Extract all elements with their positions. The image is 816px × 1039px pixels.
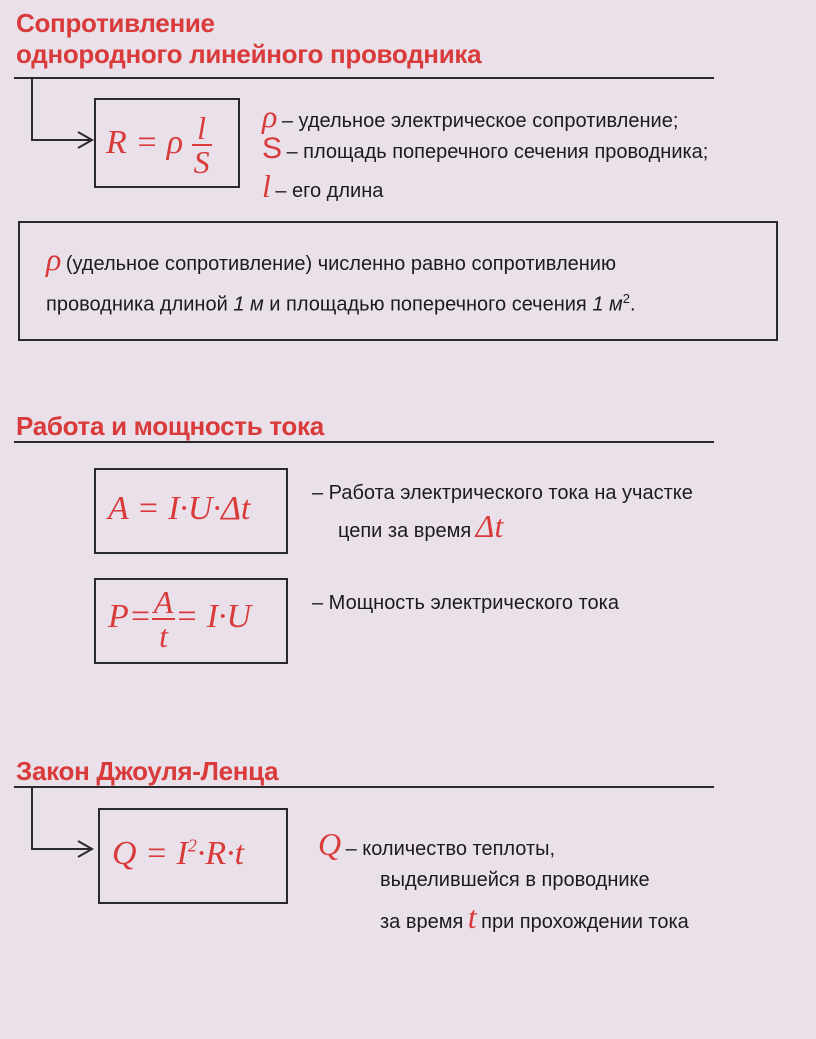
joule-lenz-formula-box xyxy=(98,808,288,904)
power-formula: P= $\frac{A}{t}$ = I·U xyxy=(108,584,252,654)
work-power-title: Работа и мощность тока xyxy=(16,411,324,441)
work-desc-line2: цепи за время Δt xyxy=(338,508,504,544)
work-description xyxy=(312,480,693,545)
resistance-legend xyxy=(262,98,708,202)
definition-line-2: проводника длиной 1 м и площадью поперечного сечения 1 $м^2$. xyxy=(46,291,636,316)
joule-lenz-description xyxy=(318,826,689,936)
legend-item-s: S – площадь поперечного сечения проводника; xyxy=(262,132,709,165)
power-formula-box xyxy=(94,578,288,664)
joule-lenz-title: Закон Джоуля-Ленца xyxy=(16,756,279,786)
resistance-title-line2: однородного линейного проводника xyxy=(16,39,482,69)
resistance-arrow xyxy=(30,78,100,148)
joule-desc-line3: за время t при прохождении тока xyxy=(380,899,689,935)
joule-lenz-formula: $Q = I^2\cdot R\cdot t$ xyxy=(112,835,245,872)
definition-line-1: ρ (удельное сопротивление) численно равно сопротивлению xyxy=(46,241,616,277)
resistance-formula-box xyxy=(94,98,240,188)
work-desc-line1: – Работа электрического тока на участке xyxy=(312,482,693,504)
joule-desc-line2: выделившейся в проводнике xyxy=(380,869,650,891)
joule-lenz-arrow xyxy=(30,787,100,857)
resistance-title xyxy=(16,8,481,70)
resistance-fraction: $\frac{l}{S}$ xyxy=(193,110,210,181)
power-fraction: $\frac{A}{t}$ xyxy=(153,584,174,654)
work-formula: A = I·U·Δt xyxy=(108,490,251,527)
resistivity-definition-box xyxy=(18,221,778,341)
power-description: – Мощность электрического тока xyxy=(312,592,619,614)
work-formula-box xyxy=(94,468,288,554)
joule-lenz-rule xyxy=(14,786,714,788)
legend-item-l: l – его длина xyxy=(262,168,384,204)
work-power-rule xyxy=(14,441,714,443)
resistance-formula: R = ρ $\frac{l}{S}$ xyxy=(106,110,210,181)
resistance-rule xyxy=(14,77,714,79)
joule-desc-line1: Q – количество теплоты, xyxy=(318,826,556,862)
resistance-title-line1: Сопротивление xyxy=(16,8,215,38)
legend-item-rho: ρ – удельное электрическое сопротивление; xyxy=(262,98,679,134)
